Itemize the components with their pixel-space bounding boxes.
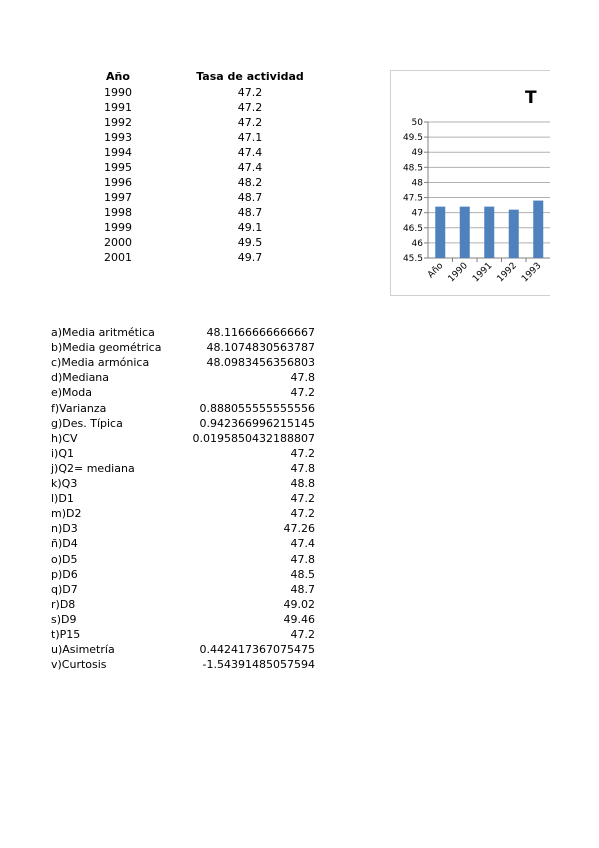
stat-value: 48.8 (290, 477, 315, 490)
rate-cell: 47.2 (237, 116, 263, 129)
year-cell: 2001 (104, 251, 132, 264)
stat-label: r)D8 (51, 597, 76, 611)
chart-title: T (525, 88, 537, 108)
stat-label: c)Media armónica (51, 356, 150, 370)
stat-value: 47.4 (290, 537, 315, 551)
year-cell: 1999 (104, 221, 132, 234)
stat-value: -1.54391485057594 (202, 658, 315, 672)
y-tick-label: 49.5 (402, 133, 423, 144)
stat-label: u)Asimetría (51, 643, 115, 657)
bar (460, 207, 470, 258)
stat-label: m)D2 (51, 507, 82, 521)
stat-label: j)Q2= mediana (51, 461, 135, 475)
stat-label: ñ)D4 (51, 537, 78, 551)
year-cell: 1995 (104, 161, 132, 174)
header-rate: Tasa de actividad (196, 70, 304, 83)
stat-value: 48.7 (290, 582, 315, 596)
stat-label: b)Media geométrica (51, 341, 162, 355)
stat-label: p)D6 (51, 567, 78, 581)
rate-cell: 48.2 (237, 176, 263, 189)
stat-value: 0.942366996215145 (199, 416, 315, 430)
y-tick-label: 49 (411, 148, 423, 159)
stat-label: l)D1 (51, 492, 74, 506)
y-tick-label: 50 (411, 118, 423, 128)
stat-value: 49.46 (283, 612, 315, 626)
year-cell: 1997 (104, 191, 132, 204)
year-cell: 1991 (104, 101, 132, 114)
stat-value: 0.442417367075475 (199, 643, 315, 657)
stat-value: 47.2 (290, 446, 315, 460)
x-tick-label: 1990 (446, 261, 470, 285)
year-cell: 1993 (104, 131, 132, 144)
stat-value: 0.888055555555556 (199, 401, 315, 415)
y-tick-label: 45.5 (402, 254, 423, 264)
stat-label: e)Moda (51, 386, 93, 400)
stat-value: 47.26 (283, 522, 315, 536)
stat-label: q)D7 (51, 582, 78, 596)
rate-cell: 47.4 (237, 161, 263, 174)
stat-value: 47.8 (290, 371, 315, 385)
y-tick-label: 46 (411, 238, 423, 249)
header-year: Año (106, 70, 130, 83)
year-cell: 1998 (104, 206, 132, 219)
stat-value: 47.2 (290, 386, 315, 400)
year-cell: 1996 (104, 176, 132, 189)
bar (435, 207, 445, 258)
bar (484, 207, 494, 258)
stat-label: f)Varianza (51, 401, 107, 415)
y-tick-label: 47.5 (402, 193, 423, 204)
stat-value: 47.2 (290, 507, 315, 521)
stat-value: 47.2 (290, 492, 315, 506)
rate-cell: 47.2 (237, 101, 263, 114)
stat-label: n)D3 (51, 522, 78, 536)
stat-value: 48.5 (290, 567, 315, 581)
stat-label: d)Mediana (51, 371, 110, 385)
bar (533, 201, 543, 258)
year-cell: 1992 (104, 116, 132, 129)
y-tick-label: 47 (411, 208, 423, 219)
x-tick-label: 1991 (471, 261, 495, 285)
stat-label: v)Curtosis (51, 658, 107, 672)
stat-value: 0.0195850432188807 (192, 431, 315, 445)
stat-value: 48.1074830563787 (206, 341, 315, 355)
y-tick-label: 48.5 (402, 163, 423, 174)
chart-canvas (391, 71, 550, 296)
rate-cell: 48.7 (237, 191, 263, 204)
rate-cell: 47.1 (237, 131, 263, 144)
stat-label: h)CV (51, 431, 78, 445)
stat-label: k)Q3 (51, 477, 78, 490)
rate-cell: 49.7 (237, 251, 263, 264)
bar (509, 210, 519, 258)
rate-cell: 49.1 (237, 221, 263, 234)
year-cell: 2000 (104, 236, 132, 249)
stat-value: 47.2 (290, 628, 315, 641)
stat-label: a)Media aritmética (51, 326, 155, 339)
x-tick-label: 1992 (495, 261, 519, 285)
rate-cell: 48.7 (237, 206, 263, 219)
bar-chart (390, 70, 550, 296)
y-tick-label: 48 (411, 178, 423, 189)
year-cell: 1990 (104, 86, 132, 99)
stat-value: 48.0983456356803 (206, 356, 315, 370)
stat-label: g)Des. Típica (51, 416, 123, 430)
rate-cell: 47.4 (237, 146, 263, 159)
rate-cell: 47.2 (237, 86, 263, 99)
stat-label: t)P15 (51, 628, 81, 641)
stat-label: o)D5 (51, 552, 78, 566)
stat-label: s)D9 (51, 612, 77, 626)
y-tick-label: 46.5 (402, 223, 423, 234)
stat-value: 49.02 (283, 597, 315, 611)
rate-cell: 49.5 (237, 236, 263, 249)
stat-value: 48.1166666666667 (206, 326, 315, 339)
year-cell: 1994 (104, 146, 132, 159)
stat-label: i)Q1 (51, 446, 75, 460)
stat-value: 47.8 (290, 461, 315, 475)
x-tick-label: 1993 (520, 261, 544, 285)
stat-value: 47.8 (290, 552, 315, 566)
x-tick-label: Año (426, 261, 446, 281)
